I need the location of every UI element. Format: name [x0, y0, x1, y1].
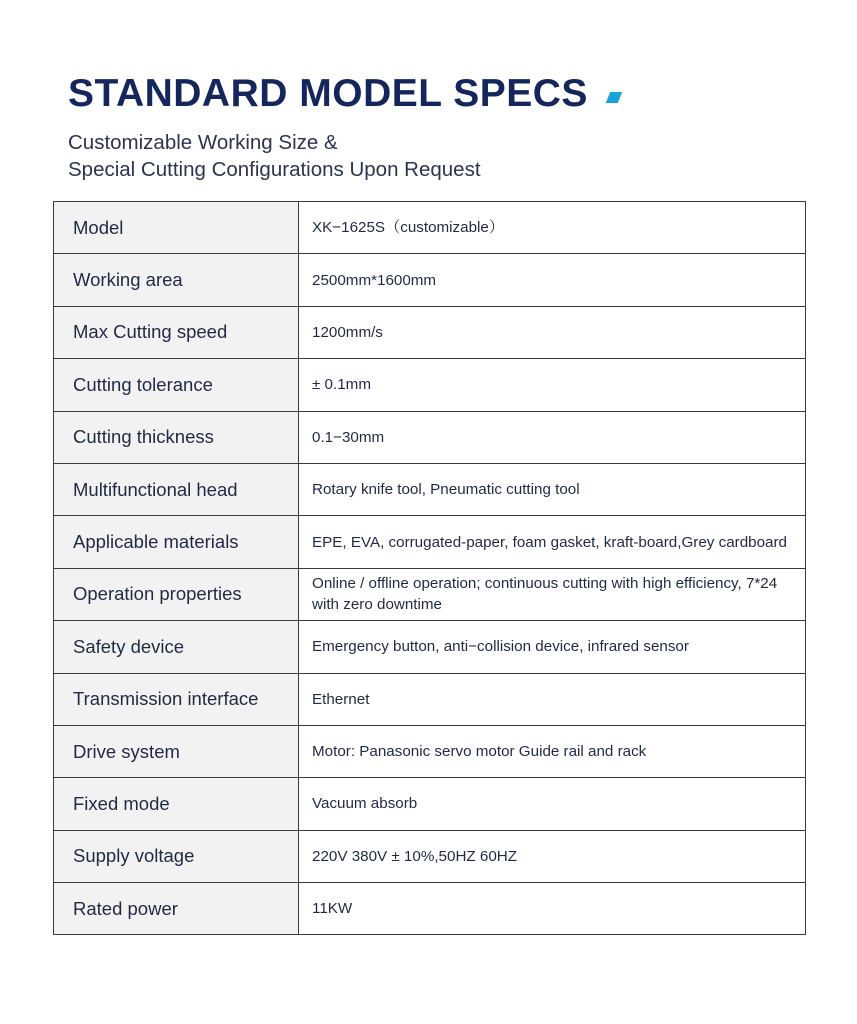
spec-label-rated-power: Rated power: [54, 883, 299, 935]
spec-value-fixed-mode: Vacuum absorb: [299, 778, 806, 830]
spec-label-applicable-materials: Applicable materials: [54, 516, 299, 568]
spec-value-cutting-tolerance: ± 0.1mm: [299, 359, 806, 411]
spec-value-safety-device: Emergency button, anti−collision device, infrared sensor: [299, 621, 806, 673]
spec-label-model: Model: [54, 202, 299, 254]
subtitle-line-1: Customizable Working Size &: [68, 131, 338, 154]
table-row: [54, 883, 806, 935]
spec-label-operation-properties: Operation properties: [54, 568, 299, 620]
table-row: [54, 306, 806, 358]
subtitle-line-2: Special Cutting Configurations Upon Request: [68, 158, 481, 181]
accent-mark-icon: [606, 92, 622, 103]
spec-label-multifunctional-head: Multifunctional head: [54, 463, 299, 515]
spec-label-cutting-thickness: Cutting thickness: [54, 411, 299, 463]
spec-value-rated-power: 11KW: [299, 883, 806, 935]
spec-value-working-area: 2500mm*1600mm: [299, 254, 806, 306]
spec-value-multifunctional-head: Rotary knife tool, Pneumatic cutting tool: [299, 463, 806, 515]
spec-label-cutting-tolerance: Cutting tolerance: [54, 359, 299, 411]
table-row: [54, 621, 806, 673]
spec-label-max-cutting-speed: Max Cutting speed: [54, 306, 299, 358]
spec-value-max-cutting-speed: 1200mm/s: [299, 306, 806, 358]
table-row: [54, 202, 806, 254]
spec-value-supply-voltage: 220V 380V ± 10%,50HZ 60HZ: [299, 830, 806, 882]
page-subtitle: [68, 129, 481, 183]
title-block: [68, 72, 620, 116]
spec-label-transmission-interface: Transmission interface: [54, 673, 299, 725]
table-row: [54, 673, 806, 725]
page-title: STANDARD MODEL SPECS: [68, 72, 588, 115]
spec-label-safety-device: Safety device: [54, 621, 299, 673]
spec-value-model: XK−1625S（customizable）: [299, 202, 806, 254]
table-row: [54, 411, 806, 463]
table-row: [54, 830, 806, 882]
spec-table: [53, 201, 806, 935]
spec-label-supply-voltage: Supply voltage: [54, 830, 299, 882]
spec-value-cutting-thickness: 0.1−30mm: [299, 411, 806, 463]
spec-value-drive-system: Motor: Panasonic servo motor Guide rail and rack: [299, 725, 806, 777]
table-row: [54, 254, 806, 306]
spec-label-working-area: Working area: [54, 254, 299, 306]
spec-value-operation-properties: Online / offline operation; continuous cutting with high efficiency, 7*24 with zero downtime: [299, 568, 806, 620]
spec-value-transmission-interface: Ethernet: [299, 673, 806, 725]
table-row: [54, 359, 806, 411]
spec-label-fixed-mode: Fixed mode: [54, 778, 299, 830]
table-row: [54, 463, 806, 515]
table-row: [54, 778, 806, 830]
table-row: [54, 725, 806, 777]
table-row: [54, 568, 806, 620]
spec-value-applicable-materials: EPE, EVA, corrugated-paper, foam gasket, kraft-board,Grey cardboard: [299, 516, 806, 568]
table-row: [54, 516, 806, 568]
spec-label-drive-system: Drive system: [54, 725, 299, 777]
